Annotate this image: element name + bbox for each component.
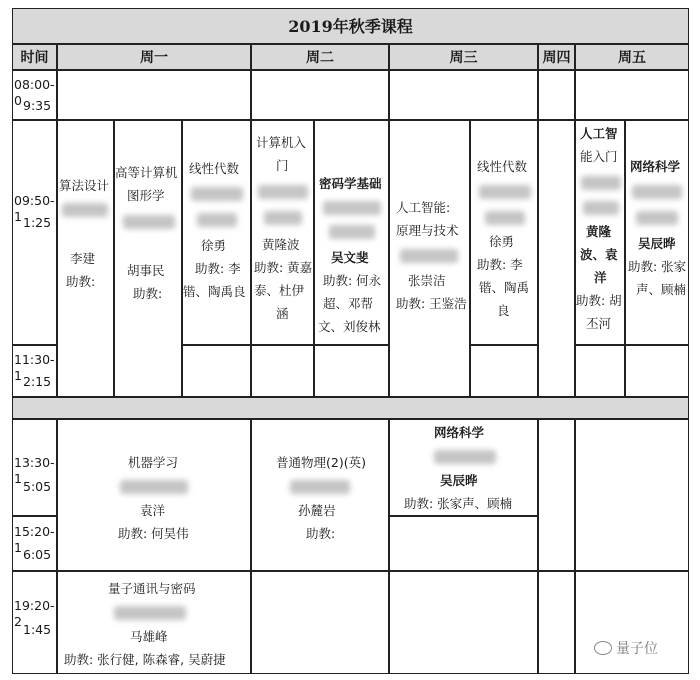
header-monday: 周一 bbox=[57, 44, 251, 70]
course-cell: 线性代数 徐勇 助教: 李 锴、陶禹 良 bbox=[470, 120, 538, 345]
empty-cell bbox=[538, 70, 575, 120]
course-cell: 量子通讯与密码 马雄峰 助教: 张行健, 陈森睿, 吴蔚捷 bbox=[57, 571, 251, 674]
empty-cell bbox=[251, 345, 314, 397]
time-slot: 09:50-1 1:25 bbox=[12, 120, 57, 345]
course-cell: 计算机入 门 黄隆波 助教: 黄嘉 泰、杜伊 涵 bbox=[251, 120, 314, 345]
course-cell: 普通物理(2)(英) 孙麓岩 助教: bbox=[251, 419, 389, 571]
header-tuesday: 周二 bbox=[251, 44, 389, 70]
course-cell: 密码学基础 吴文斐 助教: 何永 超、邓帮 文、刘俊林 bbox=[314, 120, 389, 345]
watermark bbox=[594, 638, 658, 658]
empty-cell bbox=[251, 571, 389, 674]
course-cell: 人工智能: 原理与技术 张崇洁 助教: 王鉴浩 bbox=[389, 120, 470, 397]
header-wednesday: 周三 bbox=[389, 44, 538, 70]
empty-cell bbox=[575, 419, 689, 571]
empty-cell bbox=[389, 70, 538, 120]
header-friday: 周五 bbox=[575, 44, 689, 70]
table-title: 2019年秋季课程 bbox=[12, 8, 689, 44]
chat-bubble-icon bbox=[594, 641, 612, 655]
empty-cell bbox=[470, 345, 538, 397]
lunch-break-bar bbox=[12, 397, 689, 419]
empty-cell bbox=[538, 120, 575, 397]
empty-cell bbox=[575, 345, 625, 397]
empty-cell bbox=[575, 571, 689, 674]
course-cell: 线性代数 徐勇 助教: 李 锴、陶禹良 bbox=[182, 120, 251, 345]
header-thursday: 周四 bbox=[538, 44, 575, 70]
course-cell: 人工智 能入门 黄隆 波、袁 洋 助教: 胡 丕河 bbox=[575, 120, 625, 345]
empty-cell bbox=[314, 345, 389, 397]
course-cell: 高等计算机 图形学 胡事民 助教: bbox=[114, 120, 182, 397]
empty-cell bbox=[251, 70, 389, 120]
course-cell: 算法设计 李建 助教: bbox=[57, 120, 114, 397]
empty-cell bbox=[389, 571, 538, 674]
time-slot: 13:30-1 5:05 bbox=[12, 419, 57, 516]
time-slot: 15:20-1 6:05 bbox=[12, 516, 57, 571]
empty-cell bbox=[575, 70, 689, 120]
empty-cell bbox=[538, 571, 575, 674]
empty-cell bbox=[625, 345, 689, 397]
empty-cell bbox=[57, 70, 251, 120]
empty-cell bbox=[389, 516, 538, 571]
empty-cell bbox=[538, 419, 575, 571]
course-cell: 网络科学 吴辰晔 助教: 张家声、顾楠 bbox=[389, 419, 538, 516]
timetable bbox=[12, 8, 689, 674]
time-slot: 19:20-2 1:45 bbox=[12, 571, 57, 674]
empty-cell bbox=[182, 345, 251, 397]
watermark-text: 量子位 bbox=[616, 641, 658, 657]
header-time: 时间 bbox=[12, 44, 57, 70]
course-cell: 机器学习 袁洋 助教: 何昊伟 bbox=[57, 419, 251, 571]
time-slot: 11:30-1 2:15 bbox=[12, 345, 57, 397]
time-slot: 08:00-0 9:35 bbox=[12, 70, 57, 120]
course-cell: 网络科学 吴辰晔 助教: 张家 声、顾楠 bbox=[625, 120, 689, 345]
